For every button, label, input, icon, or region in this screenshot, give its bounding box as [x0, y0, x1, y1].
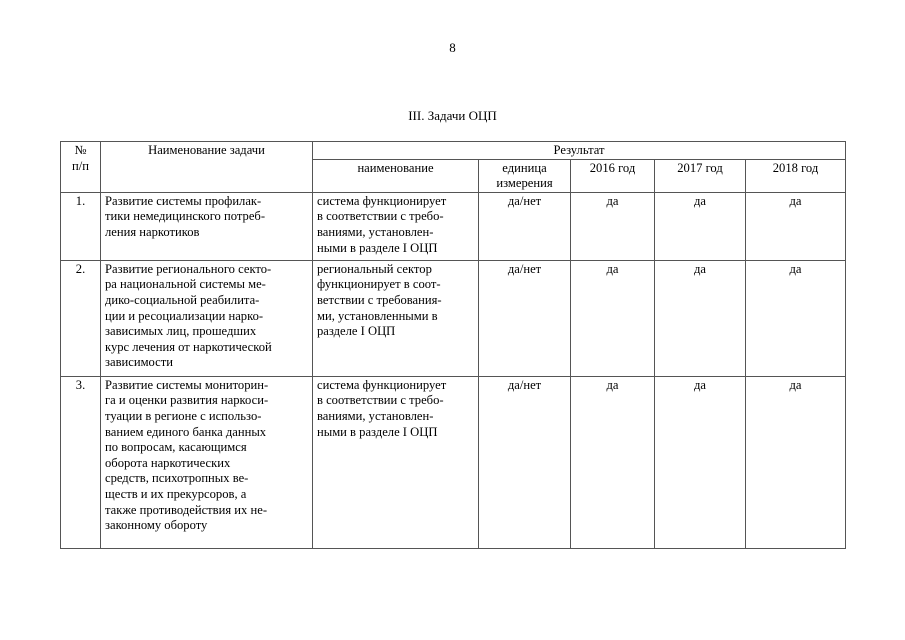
result-line: ными в разделе I ОЦП	[317, 240, 438, 255]
row-unit: да/нет	[479, 260, 571, 376]
task-line: оборота наркотических	[105, 455, 231, 470]
task-line: зависимости	[105, 355, 173, 370]
task-line: Развитие регионального секто-	[105, 261, 272, 276]
row-unit: да/нет	[479, 376, 571, 548]
row-unit: да/нет	[479, 192, 571, 260]
result-line: ваниями, установлен-	[317, 408, 434, 423]
result-line: функционирует в соот-	[317, 277, 441, 292]
result-line: в соответствии с требо-	[317, 209, 444, 224]
row-value-2017: да	[655, 376, 746, 548]
header-result: Результат	[313, 142, 846, 160]
table-row	[61, 192, 846, 260]
header-unit-cell	[479, 159, 571, 192]
result-line: ваниями, установлен-	[317, 224, 434, 239]
header-num-line-2: п/п	[72, 158, 89, 173]
result-line: в соответствии с требо-	[317, 393, 444, 408]
task-line: ра национальной системы ме-	[105, 277, 266, 292]
row-value-2018: да	[746, 260, 846, 376]
header-row-1	[61, 142, 846, 160]
row-value-2018: да	[746, 192, 846, 260]
task-line: ванием единого банка данных	[105, 424, 267, 439]
row-num: 3.	[61, 376, 101, 548]
result-line: ветствии с требования-	[317, 292, 442, 307]
header-year-2016: 2016 год	[571, 159, 655, 192]
result-line: разделе I ОЦП	[317, 324, 396, 339]
row-value-2016: да	[571, 192, 655, 260]
header-task-name: Наименование задачи	[101, 142, 313, 193]
row-result	[313, 192, 479, 260]
result-line: ными в разделе I ОЦП	[317, 424, 438, 439]
result-line: ми, установленными в	[317, 308, 438, 323]
row-task	[101, 260, 313, 376]
header-num-line-1: №	[74, 143, 87, 157]
task-line: зависимых лиц, прошедших	[105, 324, 257, 339]
task-line: законному обороту	[105, 518, 208, 533]
header-result-name: наименование	[313, 159, 479, 192]
task-line: также противодействия их не-	[105, 502, 268, 517]
tasks-table	[60, 141, 846, 549]
task-line: ления наркотиков	[105, 224, 200, 239]
task-line: ществ и их прекурсоров, а	[105, 486, 247, 501]
row-value-2016: да	[571, 260, 655, 376]
task-line: средств, психотропных ве-	[105, 471, 249, 486]
page-number: 8	[449, 40, 456, 55]
task-line: туации в регионе с использо-	[105, 408, 262, 423]
row-num: 2.	[61, 260, 101, 376]
row-value-2017: да	[655, 260, 746, 376]
task-line: Развитие системы мониторин-	[105, 377, 269, 392]
result-line: система функционирует	[317, 377, 447, 392]
header-num-cell	[61, 142, 101, 193]
row-task	[101, 376, 313, 548]
section-title: III. Задачи ОЦП	[408, 108, 497, 123]
task-line: курс лечения от наркотической	[105, 339, 272, 354]
row-num: 1.	[61, 192, 101, 260]
task-line: ции и ресоциализации нарко-	[105, 308, 264, 323]
row-value-2018: да	[746, 376, 846, 548]
row-value-2017: да	[655, 192, 746, 260]
task-line: дико-социальной реабилита-	[105, 292, 260, 307]
row-result	[313, 260, 479, 376]
header-unit-line-2: измерения	[496, 176, 553, 191]
result-line: региональный сектор	[317, 261, 432, 276]
row-value-2016: да	[571, 376, 655, 548]
task-line: тики немедицинского потреб-	[105, 209, 266, 224]
header-year-2018: 2018 год	[746, 159, 846, 192]
header-unit-line-1: единица	[502, 160, 547, 175]
header-year-2017: 2017 год	[655, 159, 746, 192]
table-row	[61, 260, 846, 376]
row-task	[101, 192, 313, 260]
row-result	[313, 376, 479, 548]
task-line: га и оценки развития наркоси-	[105, 393, 269, 408]
task-line: Развитие системы профилак-	[105, 193, 262, 208]
result-line: система функционирует	[317, 193, 447, 208]
task-line: по вопросам, касающимся	[105, 440, 247, 455]
table-row	[61, 376, 846, 548]
